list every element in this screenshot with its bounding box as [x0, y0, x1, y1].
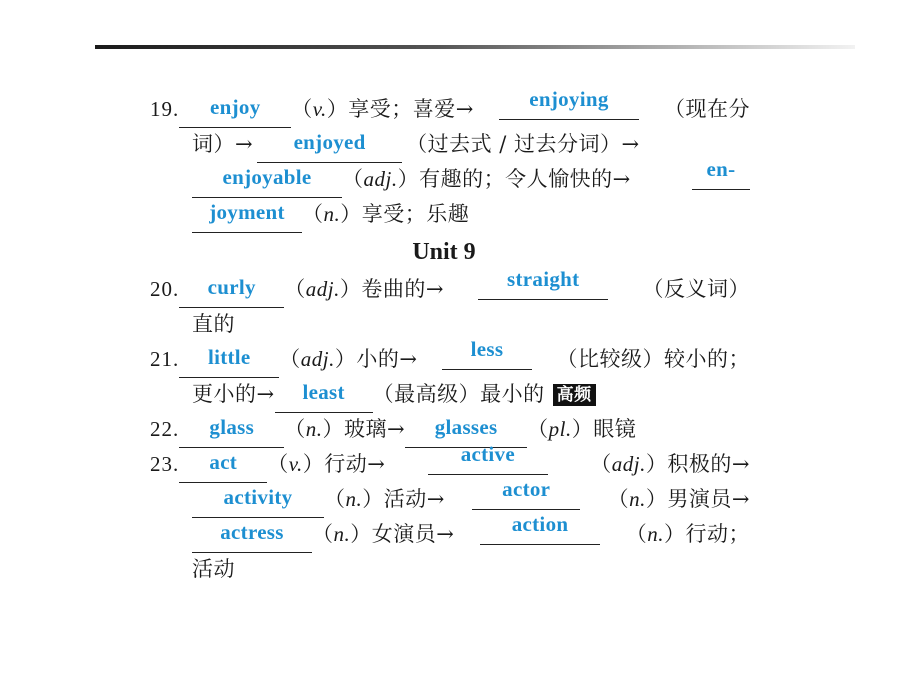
- answer-blank[interactable]: glasses: [405, 420, 527, 448]
- answer-blank[interactable]: activity: [192, 490, 324, 518]
- answer-blank[interactable]: actor: [472, 482, 580, 510]
- item-22-line-1: 22. glass （n.）玻璃→ glasses （pl.）眼镜: [150, 412, 750, 447]
- answer-blank[interactable]: curly: [179, 280, 284, 308]
- item-number: 23.: [150, 452, 180, 476]
- item-20-line-2: 直的: [192, 312, 235, 336]
- answer-blank[interactable]: act: [179, 455, 267, 483]
- item-23-line-1: 23. act （v.）行动→ active （adj.）积极的→: [150, 447, 750, 482]
- item-number: 22.: [150, 417, 180, 441]
- answer-blank[interactable]: joyment: [192, 205, 302, 233]
- unit-title: Unit 9: [412, 239, 476, 265]
- item-23-line-4: 活动: [192, 557, 235, 581]
- item-23-line-2: activity （n.）活动→ actor （n.）男演员→: [150, 482, 750, 517]
- answer-blank[interactable]: little: [179, 350, 279, 378]
- answer-blank[interactable]: enjoyed: [257, 135, 402, 163]
- answer-blank[interactable]: least: [275, 385, 373, 413]
- item-19-line-3: enjoyable （adj.）有趣的；令人愉快的→ en-: [150, 162, 750, 197]
- answer-blank[interactable]: enjoy: [179, 100, 291, 128]
- item-20-line-1: 20. curly （adj.）卷曲的→ straight （反义词）: [150, 272, 750, 307]
- item-21-line-2: 更小的→ least （最高级）最小的 高频: [150, 377, 750, 412]
- item-21-line-1: 21. little （adj.）小的→ less （比较级）较小的；: [150, 342, 750, 377]
- answer-blank[interactable]: actress: [192, 525, 312, 553]
- answer-blank[interactable]: enjoyable: [192, 170, 342, 198]
- item-19-line-1: 19. enjoy （v.）享受；喜爱→ enjoying （现在分: [150, 92, 750, 127]
- vocabulary-list: [150, 87, 750, 587]
- answer-blank[interactable]: glass: [179, 420, 284, 448]
- answer-blank[interactable]: en-: [692, 162, 750, 190]
- item-19-line-4: joyment （n.）享受；乐趣: [150, 197, 750, 232]
- header-rule: [95, 45, 855, 49]
- answer-blank[interactable]: straight: [478, 272, 608, 300]
- high-frequency-badge: 高频: [553, 384, 596, 406]
- item-number: 19.: [150, 97, 180, 121]
- item-number: 21.: [150, 347, 180, 371]
- item-23-line-3: actress （n.）女演员→ action （n.）行动；: [150, 517, 750, 552]
- answer-blank[interactable]: enjoying: [499, 92, 639, 120]
- answer-blank[interactable]: active: [428, 447, 548, 475]
- item-19-line-2: 词）→ enjoyed （过去式 / 过去分词）→: [150, 127, 750, 162]
- answer-blank[interactable]: less: [442, 342, 532, 370]
- answer-blank[interactable]: action: [480, 517, 600, 545]
- item-number: 20.: [150, 277, 180, 301]
